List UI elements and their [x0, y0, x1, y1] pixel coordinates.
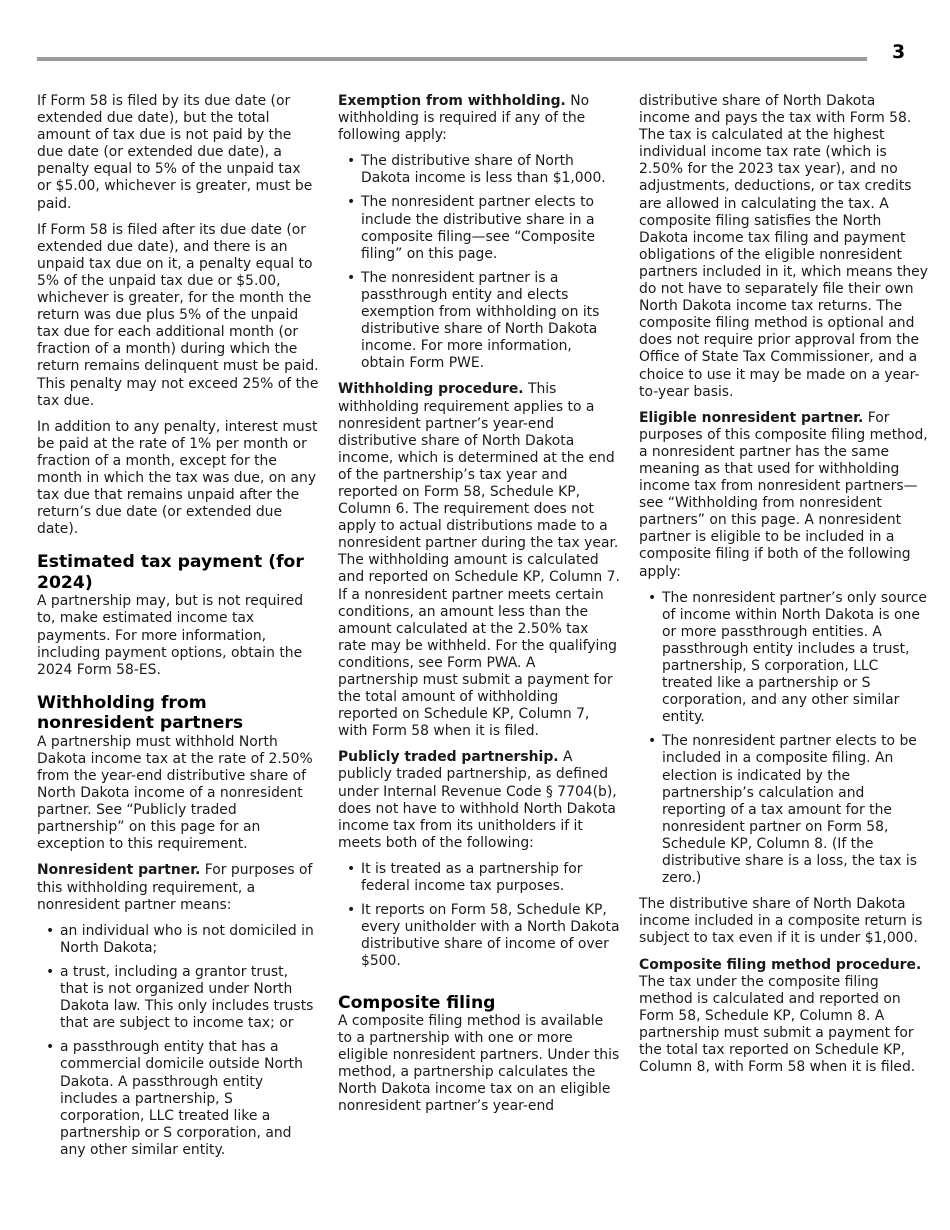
composite-filing-paragraph: A composite filing method is available to a partnership with one or more eligible nonresident partners. Under this method, a partnership calculates the North Dakota income tax on an eligible nonresident partner’s year-end — [338, 1013, 620, 1115]
composite-procedure-paragraph — [639, 957, 929, 1077]
composite-procedure-text: The tax under the composite filing method is calculated and reported on Form 58, Schedule KP, Column 8. A partnership must submit a payment for the total tax reported on Schedule KP, Column 8, with Form 58 when it is filed. — [639, 973, 916, 1076]
publicly-traded-list — [338, 861, 620, 971]
nonresident-partner-label: Nonresident partner. — [37, 862, 201, 879]
list-item: • It is treated as a partnership for federal income tax purposes. — [361, 861, 620, 895]
nonresident-partner-text: For purposes of this withholding requirement, a nonresident partner means: — [37, 862, 313, 913]
column-2 — [338, 93, 620, 1125]
composite-continuation-paragraph: distributive share of North Dakota income and pays the tax with Form 58. The tax is calculated at the highest individual income tax rate (which is 2.50% for the 2023 tax year), and no adjustments, deductions, or tax credits are allowed in calculating the tax. A composite filing satisfies the North Dakota income tax filing and payment obligations of the eligible nonresident partners included in it, which means they do not have to separately file their own North Dakota income tax returns. The composite filing method is optional and does not require prior approval from the Office of State Tax Commissioner, and a choice to use it may be made on a year-to-year basis. — [639, 93, 928, 400]
list-item: • The nonresident partner is a passthrough entity and elects exemption from withholding on its distributive share of North Dakota income. For more information, obtain Form PWE. — [361, 270, 620, 373]
eligible-partner-label: Eligible nonresident partner. — [639, 409, 864, 426]
composite-procedure-label: Composite filing method procedure. — [639, 956, 922, 973]
estimated-tax-heading: Estimated tax payment (for 2024) — [37, 552, 304, 593]
exemption-list — [338, 153, 620, 372]
list-item: • The distributive share of North Dakota income is less than $1,000. — [361, 153, 620, 187]
publicly-traded-label: Publicly traded partnership. — [338, 749, 559, 766]
list-item: • The nonresident partner elects to include the distributive share in a composite filing—see “Composite filing” on this page. — [361, 194, 620, 262]
nonresident-partner-list — [37, 923, 319, 1159]
withholding-paragraph: A partnership must withhold North Dakota income tax at the rate of 2.50% from the year-end distributive share of North Dakota income of a nonresident partner. See “Publicly traded partnership” on this page for an exception to this requirement. — [37, 733, 313, 853]
list-item: • an individual who is not domiciled in North Dakota; — [60, 923, 319, 957]
publicly-traded-text: A publicly traded partnership, as defined under Internal Revenue Code § 7704(b), does not have to withhold North Dakota income tax from its unitholders if it meets both of the following: — [338, 749, 617, 851]
exemption-text: No withholding is required if any of the following apply: — [338, 93, 590, 144]
exemption-label: Exemption from withholding. — [338, 93, 566, 109]
list-item: • The nonresident partner’s only source of income within North Dakota is one or more passthrough entities. A passthrough entity includes a trust, partnership, S corporation, LLC treated like a partnership or S corporation, and any other similar entity. — [662, 590, 929, 727]
column-3 — [639, 93, 929, 1085]
composite-filing-heading: Composite filing — [338, 992, 496, 1013]
column-1 — [37, 93, 319, 1168]
penalty-paragraph-2: If Form 58 is filed after its due date (or extended due date), and there is an unpaid tax due on it, a penalty equal to 5% of the unpaid tax due or $5.00, whichever is greater, for the month the return was due plus 5% of the unpaid tax due for each additional month (or fraction of a month) during which the return remains delinquent must be paid. This penalty may not exceed 25% of the tax due. — [37, 221, 319, 409]
list-item: • It reports on Form 58, Schedule KP, every unitholder with a North Dakota distributive share of income of over $500. — [361, 902, 620, 970]
list-item: • The nonresident partner elects to be included in a composite filing. An election is indicated by the partnership’s calculation and reporting of a tax amount for the nonresident partner on Form 58, Schedule KP, Column 8. (If the distributive share is a loss, the tax is zero.) — [662, 733, 929, 887]
page-number: 3 — [892, 41, 906, 63]
eligible-partner-paragraph — [639, 410, 929, 581]
distributive-share-paragraph: The distributive share of North Dakota income included in a composite return is subject to tax even if it is under $1,000. — [639, 896, 923, 947]
estimated-tax-paragraph: A partnership may, but is not required to, make estimated income tax payments. For more information, including payment options, obtain the 2024 Form 58-ES. — [37, 593, 304, 678]
withholding-procedure-paragraph — [338, 381, 620, 740]
nonresident-partner-paragraph — [37, 862, 319, 913]
list-item: • a passthrough entity that has a commercial domicile outside North Dakota. A passthrough entity includes a partnership, S corporation, LLC treated like a partnership or S corporation, and any other similar entity. — [60, 1039, 319, 1159]
withholding-heading: Withholding from nonresident partners — [37, 692, 244, 734]
eligible-partner-list — [639, 590, 929, 888]
eligible-partner-text: For purposes of this composite filing method, a nonresident partner has the same meaning as that used for withholding income tax from nonresident partners—see “Withholding from nonresident partners” on this page. A nonresident partner is eligible to be included in a composite filing if both of the following apply: — [639, 409, 928, 580]
withholding-procedure-text: This withholding requirement applies to a nonresident partner’s year-end distributive share of North Dakota income, which is determined at the end of the partnership’s tax year and reported on Form 58, Schedule KP, Column 6. The requirement does not apply to actual distributions made to a nonresident partner during the tax year. The withholding amount is calculated and reported on Schedule KP, Column 7. If a nonresident partner meets certain conditions, an amount less than the amount calculated at the 2.50% tax rate may be withheld. For the qualifying conditions, see Form PWA. A partnership must submit a payment for the total amount of withholding reported on Schedule KP, Column 7, with Form 58 when it is filed. — [338, 381, 620, 740]
publicly-traded-paragraph — [338, 749, 620, 852]
list-item: • a trust, including a grantor trust, that is not organized under North Dakota law. This only includes trusts that are subject to income tax; or — [60, 964, 319, 1032]
header-rule — [37, 57, 867, 61]
exemption-paragraph — [338, 93, 620, 144]
interest-paragraph: In addition to any penalty, interest must be paid at the rate of 1% per month or fraction of a month, except for the month in which the tax was due, on any tax due that remains unpaid after the return’s due date (or extended due date). — [37, 418, 318, 538]
penalty-paragraph-1: If Form 58 is filed by its due date (or extended due date), but the total amount of tax due is not paid by the due date (or extended due date), a penalty equal to 5% of the unpaid tax or $5.00, whichever is greater, must be paid. — [37, 93, 313, 212]
withholding-procedure-label: Withholding procedure. — [338, 381, 524, 398]
